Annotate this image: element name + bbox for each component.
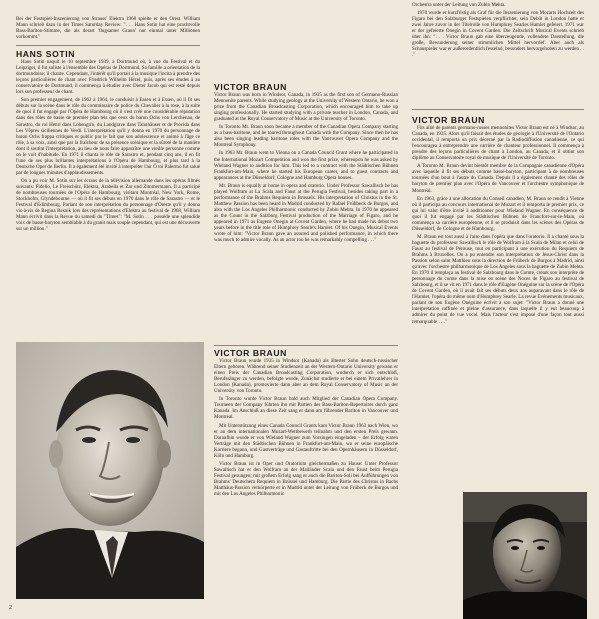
paragraph: Fils aîné de parents germano-russes mennonites Victor Braun est né à Windsor, au Canada, en 1935. Alors qu'il faisait des études de géologie à l'Université de l'Ontario occidental, il remporta un prix décerné par la Radiodiffusion canadienne, ce qui l'encouragea à entreprendre une carrière de chanteur professionnel. Il commença à prendre des leçons particulières de chant à London, au Canada, et il obtint son diplôme au Conservatoire royal de musique de l'Université de Toronto. (412, 125, 584, 162)
portrait-photo-sotin (16, 342, 204, 599)
paragraph: Victor Braun ist in Oper und Oratorium gleichermaßen zu Hause: Unter Professor Sawallisch hat er den Wolfram an der Mailänder Scala und den Faust beim Perugia Festival gesungen; mit großem Erfolg sang er auch die Bariton-Soli bei Aufführungen von Brahms' Deutschem Requiem in Brüssel und Hamburg. Die Partie des Christus in Bachs Matthäus-Passion verkörperte er in Madrid unter der Leitung von Frübeck de Burgos und mit den Los Angeles Philharmonic (214, 460, 398, 498)
portrait-image (16, 342, 204, 599)
col2-english-section (214, 84, 398, 245)
col3-german-top (412, 2, 584, 60)
col2-german-section (214, 350, 398, 499)
paragraph: Victor Braun wurde 1935 in Windsor (Kanada) als ältester Sohn deutsch-russischer Eltern geboren. Während seiner Studienzeit an der Western-Ontario University gewann er einen Preis der Canadian Broadcasting Corporation, wodurch er sich entschloß, Berufssänger zu werden, befolgte wurde, Zunächst studierte er bei einem Privatlehrer in London (Kanada), promovierte dann aber an dem Royal Conservatory of Music an der University von Toronto. (214, 358, 398, 395)
paragraph: In Toronto wurde Victor Braun bald auch Mitglied der Canadian Opera Company. Tourneen der Company führten ihn mit Partien des Bass-Bariton-Repertoires durch ganz Kanada. Im Anschluß an diese Zeit sang er dann am führender Bariton in Vancouver und Montreal. (214, 396, 398, 421)
section-heading: VICTOR BRAUN (214, 348, 287, 358)
section-heading: VICTOR BRAUN (412, 115, 485, 125)
portrait-photo-braun (463, 492, 587, 619)
paragraph: Hans Sotin naquit le 10 septembre 1939, à Dortmund où, à vue du Festival et du Leipziger, il fut soliste à l'ensemble des Opéras de Dortmund, Sa famille a orientation de la dortmundoise; il chante. Cependant, l'intérêt qu'il portait à la musique l'incita à prendre des leçons particulières de chant avec Friedrich Wilhelm Hezel, puis, après ses études à au conservatoire de Dortmund, il commença à étudier avec Dieter Jacob qui est resté depuis lors son professeur de chant. (16, 59, 200, 96)
paragraph: Son premier engagement, de 1962 à 1964, le conduisit à Essen et à Essen, où il fit ses débuts sur la scène dans le rôle du commissaire de police du Chevalier à la rose, à la suite de quoi il fut engagé par l'Opéra de Hambourg où il s'est créé une considérable réputation dans des rôles de basse de premier plan tels que ceux du baron Ochs von Lerchenau, de Sarastro, du roi Henri dans Lohengrin, du Landgrave dans Tannhäuser et de Procida dans Les Vêpres siciliennes de Verdi. L'interprétation qu'il y donna en 1970 du personnage de baron Ochs frappa critiques et public par le fait que son adolescence et animé à l'âge ce rôle, à sa voix, ainsi que par la fraîcheur de sa présence scénique et la sûreté de la manière dont il soutint l'interprétation, au lieu de nous faire apparaître une vieille personne comme on le voit d'habitude. En 1971 il chanta le rôle de Sarastro et, pendant cinq ans, il en fit l'une de ses plus brillantes interprétations à l'Opéra de Hambourg, et plus tard à la Deutsche Oper de Berlin. Il a également été invité à interpréter l'air Ô toi Palermo fut salué par de longues minutes d'applaudissements. (16, 97, 200, 176)
paragraph: Victor Braun was born in Windsor, Canada, in 1935 as the first son of Germano-Russian Mennonite parents. While studying geology at the University of Western Ontario, he won a prize from the Canadian Broadcasting Corporation, which encouraged him to take up singing professionally. He started studying with a private teacher in London, Canada, and graduated at the Royal Conservatory of Music at the University of Toronto. (214, 92, 398, 123)
portrait-image (463, 492, 587, 619)
section-rule (214, 345, 398, 346)
section-rule (16, 45, 200, 46)
paragraph: 1970 wurde er kurzfristig als Graf für die Inszenierung von Mozarts Hochzeit des Figaro bei den Salzburger Festspielen verpflichtet, sein Debüt in London hatte er zwei Jahre zuvor in der Titelrolle von Humphrey Searles Hamlet gefeiert. 1971 war er der gefeierte Onegin in Covent Garden. Die Zeitschrift Musical Events schrieb über ihn: ". . . Victor Braun gab eine überzeugende, vollendete Darstellung, die große, Bewunderung seiner stimmlichen Mittel hervorrief. Aber auch als Schauspieler war er außerordentlich fesselnd, besonders hervorgehoben zu werden . . ." (412, 10, 584, 59)
paragraph: M. Braun est tout aussi à l'aise dans l'opéra que dans l'oratorio. Il a chanté sous la baguette du professeur Sawallisch le rôle de Wolfram à la Scala de Milan et celui de Faust au festival de Pérouse, tout en participant à une exécution du Requiem de Brahms à Bruxelles. On a pu entendre son interprétation de Jésus-Christ dans la Passion selon saint Matthieu sous la direction de Frübeck de Burgos à Madrid, ainsi qu'avec l'orchestre philharmonique de Los Angeles sous la baguette de Zubin Mehta. En 1970 il remplaça au festival de Salzbourg dans le Comte, créant son interprète de personnage du comte dans la mise en scène des Noces de Figaro au festival de Salzbourg, et il se vit en 1971 dans le rôle d'Eugène Onéguine sur la scène de l'Opéra de Covent Garden, où il avait fait ses débuts deux ans auparavant dans le rôle de l'Hamlet, l'opéra du même nom d'Humphrey Searle. La revue Evénements musicaux, parlant de son Eugène Onéguine écrivit à son sujet: "Victor Braun a donné une interprétation raffinée et pleine d'assurance, dans laquelle il y eut beaucoup à admirer du point de vue vocal. Mais l'acteur s'est imposé d'une façon tout aussi remarquable . . ." (412, 233, 585, 325)
section-heading: HANS SOTIN (16, 49, 75, 59)
paragraph: A Toronto M. Braun devint bientôt membre de la Compagnie canadienne d'Opéra avec laquelle il fit ses débuts comme basse-baryton, participant à de nombreuses tournées d'un bout à l'autre du Canada. Depuis il a également chanté des rôles de baryton de premier plan avec l'Opéra de Vancouver et l'orchestre symphonique de Montréal. (412, 163, 584, 194)
col1-french-section (16, 51, 200, 234)
paragraph: Mr. Braun is equally at home in opera and oratorio. Under Professor Sawallisch he has played Wolfram at La Scala and Faust at the Perugia Festival, besides taking part in a performance of the Brahms Requiem in Brussels. His interpretation of Christus in the St. Matthew Passion has been heard in Madrid conducted by Rafael Frühbeck de Burgos, and also with the Los Angeles Philharmonic conducted by Zubin Mehta. In 1970 he appeared as the Count in the Salzburg Festival production of the Marriage of Figaro, and he appeared in 1971 as Eugene Onegin at Covent Garden, where he had made his debut two years before in the title role of Humphrey Searle's Hamlet. Of his Onegin, Musical Events wrote of him: "Victor Braun gave an assured and polished performance, in which there was much to admire vocally. As an actor too he was remarkably compelling . . ." (214, 182, 398, 244)
section-rule (412, 109, 584, 110)
section-heading: VICTOR BRAUN (214, 82, 287, 92)
paragraph: En 1963, grâce à une allocation du Conseil canadien, M. Braun se rendit à Vienne où il participa au concours international de Mozart et il remporta le premier prix, ce qui lui valut d'être invité à auditionner pour Wieland Wagner. En conséquence de quoi il fut engagé par les Städtischen Bühnen de Francfort-sur-le-Main, où commença sa carrière européenne, et il se produisit dans les scènes des Opéras de Düsseldorf, de Cologne et de Hambourg. (412, 195, 584, 232)
paragraph: In 1963 Mr. Braun went to Vienna on a Canada Council Grant where he participated in the International Mozart Competition and won the first prize, whereupon he was asked by Wieland Wagner to audition for him. This led to a contract with the Städtischen Bühnen Frankfurt-am-Main, where he started his European career, and to guest contracts and appearances at the Düsseldorf, Cologne and Hamburg Opera houses. (214, 150, 398, 181)
paragraph: On a pu voir M. Sotin sur les écrans de la télévision allemande dans les opéras filmés suivants: Fidelio, Le Freischütz, Elektra, Arabella et Zar und Zimmermann. Il a participé de nombreuses tournées de l'Opéra de Hambourg, visitant Montréal, New York, Rome, Stockholm, Glyndebourne — où il fit ses débuts en 1970 dans le rôle de Sarastro — et le Festival d'Edimbourg. Parlant de son interprétation du personnage d'Oreste qu'il y donna vis-à-vis de Regina Resnik lors des représentations d'Elektra au festival de 1968, William Mann écrivit dans la Revue du samedi du "Times": "M. Sotin . . . possède une splendide voix de basse-baryton semblable à du granit mais souple cependant, qui est une découverte sur un million." (16, 177, 200, 233)
paragraph: In Toronto Mr. Braun soon became a member of the Canadian Opera Company starting as a bass-baritone, and he toured throughout Canada with the Company. Since then he has also been singing leading baritone roles with the Vancouver Opera Company and the Montreal Symphony. (214, 124, 398, 149)
paragraph: Orchestra unter der Leitung von Zubin Mehta. (412, 2, 506, 8)
col1-german-top (16, 16, 200, 42)
paragraph: Bei der Festspiel-Inszenierung von Strauss' Elektra 1968 spielte er den Orest. William Mann schrieb dazu in der Times Saturday Review: ". . . Hans Sotin hat eine prachtvolle Bass-Bariton-Stimme, die als derart 'flugsamer Grann' nur einmal unter Millionen vorkommt." (16, 16, 200, 41)
col3-french-section (412, 117, 584, 327)
paragraph: Mit Unterstützung eines Canada Council Grants kam Victor Braun 1963 nach Wien, wo er an dem internationalen Mozart-Wettbewerb teilnahm und den ersten Preis gewann. Daraufhin wurde er von Wieland Wagner zum Vorsingen eingeladen – der Erfolg waren Verträge mit den Städtischen Bühnen in Frankfurt-am-Main, wo er seine europäische Karriere begann, und Gastverträge und Gastauftritte bei den Opernhäusern in Düsseldorf, Köln und Hamburg. (214, 422, 398, 459)
page-number: 2 (9, 605, 12, 611)
